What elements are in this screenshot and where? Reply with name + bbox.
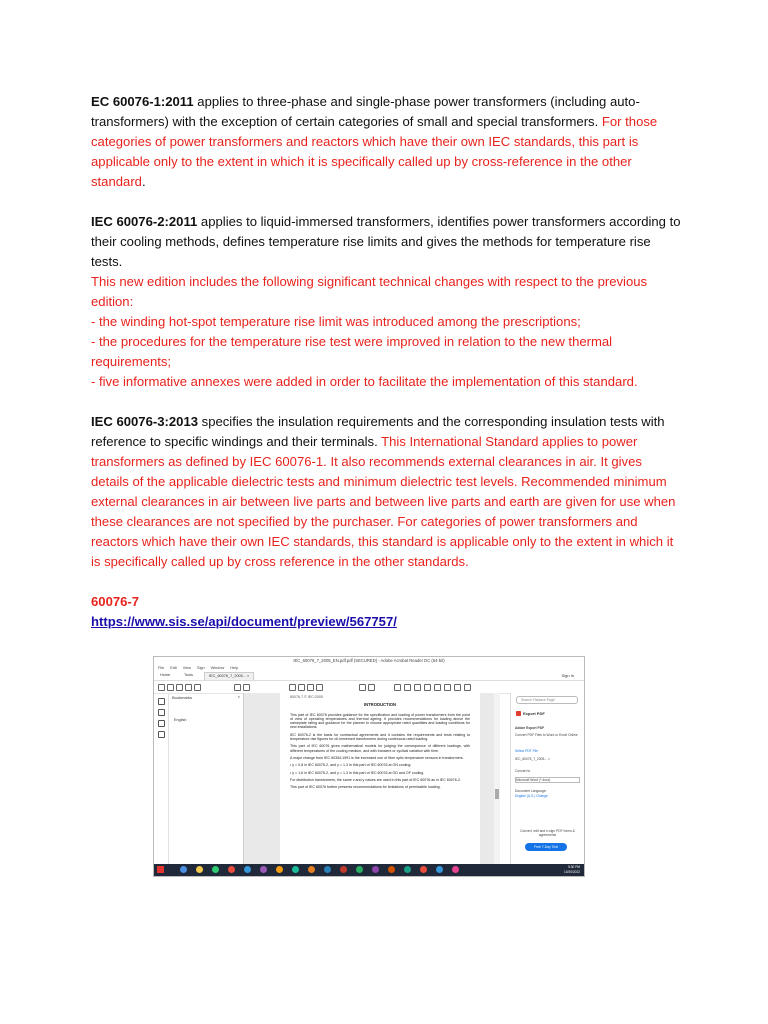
hand-tool-icon[interactable] xyxy=(298,684,305,691)
print-icon[interactable] xyxy=(185,684,192,691)
app-icon[interactable] xyxy=(452,866,459,873)
bookmark-item[interactable]: English xyxy=(174,718,187,722)
reference-block xyxy=(91,592,681,632)
pdf-paragraph: This part of IEC 60076 provides guidance for the specification and loading of power transformers from the point of view of operating temperatures and thermal ageing. It provides recommendations for loading above the nameplate rating and guidance for the planner to choose appropriate rated quantities and loading conditions for new installations. xyxy=(290,712,470,730)
pdf-paragraph: A major change from IEC 60354:1991 is the increased use of fibre optic temperature sensors in transformers. xyxy=(290,755,464,760)
pdf-paragraph: This part of IEC 60076 gives mathematical models for judging the consequence of different loadings, with different temperatures of the cooling medium, and with transient or cyclical variation with time. xyxy=(290,744,470,753)
highlighted-text: This International Standard applies to power transformers as defined by IEC 60076-1. It also recommends external clearances in air. It gives details of the applicable dielectric tests and minimum dielectric test levels. Recommended minimum external clearances in air between live parts and between live parts and earth are given for use when these clearances are not specified by the purchaser. For categories of power transformers and reactors which have their own IEC standards, this standard is applicable only to the extent in which it is specifically called up by cross reference in the other standards. xyxy=(91,434,676,569)
select-file-link[interactable]: Select PDF File xyxy=(515,749,538,753)
app-icon[interactable] xyxy=(388,866,395,873)
window-title: IEC_60076_7_2005_EN.pdf.pdf (SECURED) - Adobe Acrobat Reader DC (64-bit) xyxy=(154,657,584,665)
paragraph-iec-60076-3 xyxy=(91,412,681,572)
app-icon[interactable] xyxy=(308,866,315,873)
sign-icon[interactable] xyxy=(464,684,471,691)
next-page-icon[interactable] xyxy=(243,684,250,691)
star-icon[interactable] xyxy=(167,684,174,691)
pen-icon[interactable] xyxy=(414,684,421,691)
taskbar-clock[interactable] xyxy=(564,865,580,874)
change-item: - five informative annexes were added in order to facilitate the implementation of this standard. xyxy=(91,374,638,389)
tab-document[interactable]: IEC_60076_7_2005... × xyxy=(204,672,254,680)
previous-page-icon[interactable] xyxy=(234,684,241,691)
pdf-paragraph: • y = 1,6 in IEC 60076-2, and y = 1,3 in this part of IEC 60076 at OD and OF cooling. xyxy=(290,770,425,775)
app-icon[interactable] xyxy=(292,866,299,873)
pdf-paragraph: This part of IEC 60076 further presents recommendations for limitations of permissible loading. xyxy=(290,785,441,790)
promo-text: Convert, edit and e-sign PDF forms & agreements xyxy=(520,829,575,837)
pdf-paragraph: • y = 0,8 in IEC 60076-2, and y = 1,3 in this part of IEC 60076 at ON cooling. xyxy=(290,763,412,768)
highlighted-text: For those categories of power transformers and reactors which have their own IEC standards, this part is applicable only to the extent in which it is specifically called up by cross-reference in the other standard xyxy=(91,114,658,189)
acrobat-icon[interactable] xyxy=(420,866,427,873)
scroll-thumb[interactable] xyxy=(495,789,499,799)
pdf-paragraph: IEC 60076-2 is the basis for contractual agreements and it contains the requirements and tests relating to temperature-rise figures for oil-immersed transformers during continuous rated loading. xyxy=(290,732,470,742)
page-header: 60076-7 © IEC:2005 xyxy=(290,695,323,699)
scroll-mode-icon[interactable] xyxy=(368,684,375,691)
language-label: Document Language: xyxy=(515,789,547,793)
reference-link[interactable]: https://www.sis.se/api/document/preview/567757/ xyxy=(91,614,397,629)
link-icon[interactable] xyxy=(454,684,461,691)
paragraph-text: applies to liquid-immersed transformers, identifies power transformers according to their cooling methods, defines temperature rise limits and gives the methods for temperature rise tests. xyxy=(91,214,681,269)
panel-text: Convert PDF Files to Word or Excel Online xyxy=(515,733,578,737)
app-icon[interactable] xyxy=(228,866,235,873)
bookmarks-title: Bookmarks xyxy=(172,695,193,700)
convert-label: Convert to xyxy=(515,769,531,773)
change-item: - the procedures for the temperature rise test were improved in relation to the new thermal requirements; xyxy=(91,334,613,369)
pdf-paragraph: For distribution transformers, the same x and y values are used in this part of IEC 60076 as in IEC 60076-2. xyxy=(290,777,461,782)
paragraph-text: specifies the insulation requirements and the corresponding insulation tests with reference to specific windings and their terminals. xyxy=(91,414,665,449)
zoom-in-icon[interactable] xyxy=(316,684,323,691)
reference-label: 60076-7 xyxy=(91,594,140,609)
document-viewer xyxy=(244,693,500,864)
fit-page-icon[interactable] xyxy=(359,684,366,691)
menu-help[interactable]: Help xyxy=(230,666,239,670)
change-item: - the winding hot-spot temperature rise limit was introduced among the prescriptions; xyxy=(91,314,581,329)
taskbar xyxy=(154,864,584,876)
format-select[interactable]: Microsoft Word (*.docx) xyxy=(515,777,580,783)
search-icon[interactable] xyxy=(194,684,201,691)
paragraph-end: . xyxy=(141,174,146,189)
windows-start-icon[interactable] xyxy=(157,866,164,873)
clock-date: 10/20/2022 xyxy=(564,869,580,874)
embedded-screenshot xyxy=(153,656,585,877)
tab-home[interactable]: Home xyxy=(160,673,171,677)
clock-time: 5:30 PM xyxy=(568,865,580,869)
menu-view[interactable]: View xyxy=(182,666,191,670)
lock-icon[interactable] xyxy=(158,698,165,705)
app-icon[interactable] xyxy=(244,866,251,873)
app-icon[interactable] xyxy=(404,866,411,873)
paragraph-iec-60076-1 xyxy=(91,92,681,192)
upload-icon[interactable] xyxy=(176,684,183,691)
sign-in-button[interactable]: Sign In xyxy=(561,673,574,678)
menu-edit[interactable]: Edit xyxy=(170,666,177,670)
app-icon[interactable] xyxy=(372,866,379,873)
export-pdf-title[interactable]: Export PDF xyxy=(523,711,545,716)
document-body xyxy=(91,92,681,652)
menu-file[interactable]: File xyxy=(158,666,165,670)
comment-icon[interactable] xyxy=(394,684,401,691)
app-icon[interactable] xyxy=(324,866,331,873)
tab-bar xyxy=(154,671,584,681)
intro-heading: INTRODUCTION xyxy=(363,702,397,708)
paragraph-iec-60076-2 xyxy=(91,212,681,392)
stamp-icon[interactable] xyxy=(434,684,441,691)
standard-id: IEC 60076-2:2011 xyxy=(91,214,198,229)
standard-id: EC 60076-1:2011 xyxy=(91,94,194,109)
tools-search-input[interactable]: Search 'Replace Page' xyxy=(516,696,578,704)
folder-icon[interactable] xyxy=(196,866,203,873)
standard-id: IEC 60076-3:2013 xyxy=(91,414,199,429)
save-icon[interactable] xyxy=(158,684,165,691)
highlighted-intro: This new edition includes the following significant technical changes with respect to the previous edition: xyxy=(91,274,648,309)
paragraph-text: applies to three-phase and single-phase power transformers (including auto-transformers) with the exception of certain categories of small and special transformers. xyxy=(91,94,640,129)
pdf-page xyxy=(280,693,480,864)
app-icon[interactable] xyxy=(356,866,363,873)
scrollbar[interactable] xyxy=(494,693,500,864)
app-icon[interactable] xyxy=(340,866,347,873)
menu-window[interactable]: Window xyxy=(210,666,225,670)
panel-heading: Adobe Export PDF xyxy=(515,726,545,730)
zoom-out-icon[interactable] xyxy=(307,684,314,691)
app-icon[interactable] xyxy=(276,866,283,873)
app-icon[interactable] xyxy=(260,866,267,873)
highlight-icon[interactable] xyxy=(404,684,411,691)
tab-tools[interactable]: Tools xyxy=(184,673,193,677)
text-icon[interactable] xyxy=(424,684,431,691)
delete-icon[interactable] xyxy=(444,684,451,691)
right-panel xyxy=(510,693,584,864)
bookmarks-panel xyxy=(169,693,244,864)
language-change[interactable]: English (U.S.) Change xyxy=(515,794,548,798)
pages-icon[interactable] xyxy=(158,709,165,716)
free-trial-button[interactable]: Free 7-Day Trial xyxy=(525,843,567,851)
selected-file[interactable]: IEC_60076_7_2005... × xyxy=(515,757,550,761)
attachment-icon[interactable] xyxy=(158,731,165,738)
app-icon[interactable] xyxy=(436,866,443,873)
chrome-icon[interactable] xyxy=(212,866,219,873)
export-pdf-icon xyxy=(516,711,521,716)
left-rail xyxy=(154,693,169,864)
close-icon[interactable]: × xyxy=(237,694,240,699)
select-tool-icon[interactable] xyxy=(289,684,296,691)
bookmark-icon[interactable] xyxy=(158,720,165,727)
edge-icon[interactable] xyxy=(180,866,187,873)
menu-sign[interactable]: Sign xyxy=(197,666,205,670)
